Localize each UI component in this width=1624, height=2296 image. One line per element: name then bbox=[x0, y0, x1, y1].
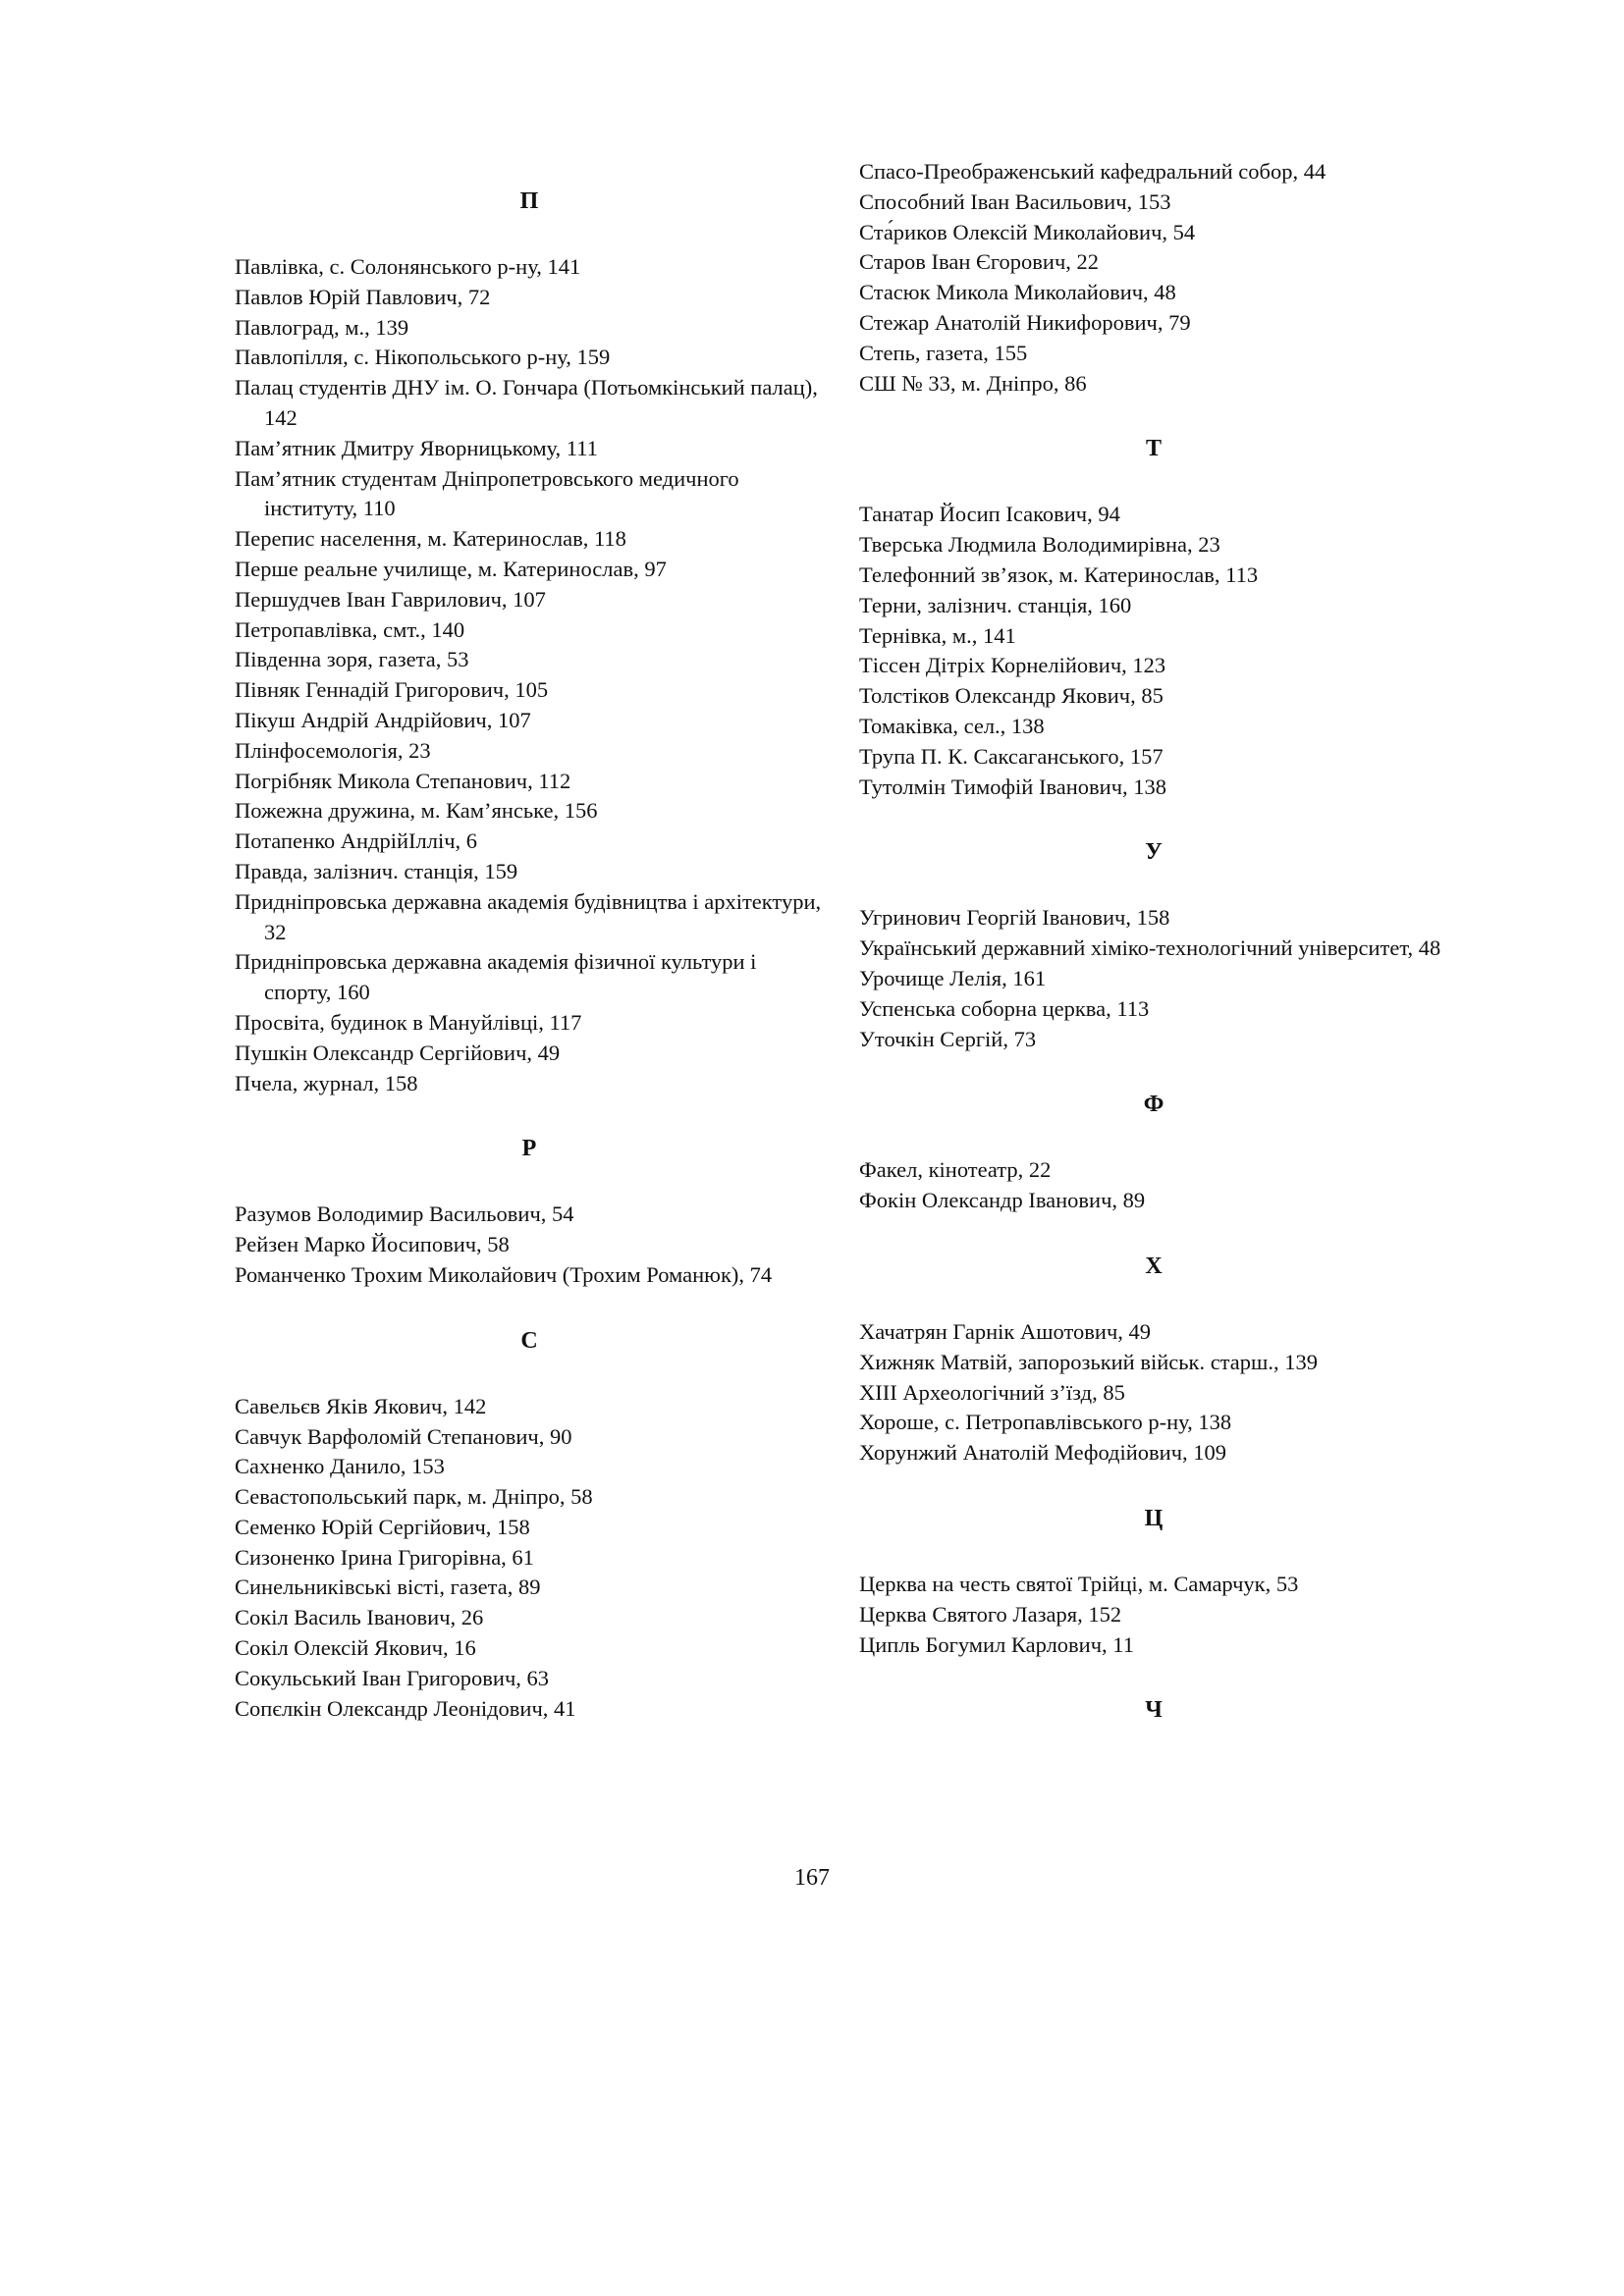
index-entry: Синельниківські вісті, газета, 89 bbox=[235, 1575, 541, 1600]
index-entry: Першудчев Іван Гаврилович, 107 bbox=[235, 586, 546, 612]
index-entry: Хижняк Матвій, запорозький військ. старш., 139 bbox=[859, 1349, 1318, 1374]
section-spacer bbox=[859, 868, 1448, 903]
index-entry: Телефонний зв’язок, м. Катеринослав, 113 bbox=[859, 561, 1259, 587]
index-entry: Пушкін Олександр Сергійович, 49 bbox=[235, 1040, 561, 1065]
section-letter-heading: Ц bbox=[1144, 1505, 1164, 1531]
index-entry: Сахненко Данило, 153 bbox=[235, 1454, 445, 1479]
index-entry: Перепис населення, м. Катеринослав, 118 bbox=[235, 526, 626, 552]
index-entry: Способний Іван Васильович, 153 bbox=[859, 188, 1171, 214]
index-entry: Савчук Варфоломій Степанович, 90 bbox=[235, 1423, 572, 1449]
index-entry: Плінфосемологія, 23 bbox=[235, 737, 431, 763]
index-entry: Спасо-Преображенський кафедральний собор, 44 bbox=[859, 159, 1326, 184]
index-entry: Угринович Георгій Іванович, 158 bbox=[859, 905, 1170, 931]
section-spacer bbox=[859, 1120, 1448, 1155]
index-entry: Сокіл Олексій Якович, 16 bbox=[235, 1635, 476, 1661]
index-entry: Ципль Богумил Карлович, 11 bbox=[859, 1631, 1134, 1657]
index-column-left bbox=[235, 0, 824, 1724]
section-spacer bbox=[235, 1098, 824, 1134]
index-entry: Перше реальне училище, м. Катеринослав, 97 bbox=[235, 556, 667, 581]
index-entry: Семенко Юрій Сергійович, 158 bbox=[235, 1514, 530, 1539]
index-entry: ХІІІ Археологічний з’їзд, 85 bbox=[859, 1379, 1125, 1405]
index-entry: Успенська соборна церква, 113 bbox=[859, 995, 1150, 1021]
section-letter-heading: Р bbox=[521, 1136, 537, 1162]
index-section bbox=[859, 1695, 1448, 1761]
index-entry: Пожежна дружина, м. Кам’янське, 156 bbox=[235, 798, 598, 824]
section-spacer bbox=[235, 217, 824, 252]
index-section bbox=[859, 1252, 1448, 1504]
index-entry: Разумов Володимир Васильович, 54 bbox=[235, 1201, 574, 1227]
index-entry: Рейзен Марко Йосипович, 58 bbox=[235, 1232, 510, 1257]
index-entry: Погрібняк Микола Степанович, 112 bbox=[235, 768, 571, 793]
page-number: 167 bbox=[794, 1865, 830, 1891]
index-entry: Урочище Лелія, 161 bbox=[859, 965, 1047, 990]
index-entry: Пам’ятник студентам Дніпропетровського медичного інституту, 110 bbox=[235, 465, 739, 521]
index-entry: Павлівка, с. Солонянського р-ну, 141 bbox=[235, 254, 581, 279]
section-spacer bbox=[859, 1534, 1448, 1570]
index-entry: Тіссен Дітріх Корнелійович, 123 bbox=[859, 653, 1166, 678]
section-spacer bbox=[235, 1291, 824, 1326]
index-entry: Хорунжий Анатолій Мефодійович, 109 bbox=[859, 1440, 1227, 1466]
section-letter-heading: С bbox=[520, 1327, 538, 1354]
index-section bbox=[235, 187, 824, 1134]
section-letter-heading: Ч bbox=[1145, 1697, 1163, 1724]
index-entry: Терни, залізнич. станція, 160 bbox=[859, 592, 1132, 617]
section-spacer bbox=[859, 464, 1448, 500]
index-section bbox=[859, 837, 1448, 1090]
index-entry: Пікуш Андрій Андрійович, 107 bbox=[235, 707, 531, 732]
index-entry: Ста́риков Олексій Миколайович, 54 bbox=[859, 219, 1196, 244]
index-entry: Сизоненко Ірина Григорівна, 61 bbox=[235, 1544, 534, 1570]
index-entry: Савельєв Яків Якович, 142 bbox=[235, 1393, 487, 1418]
section-spacer bbox=[859, 1660, 1448, 1695]
index-entry: Павлопілля, с. Нікопольського р-ну, 159 bbox=[235, 345, 611, 370]
section-spacer bbox=[859, 1054, 1448, 1090]
section-letter-heading: Ф bbox=[1143, 1092, 1164, 1118]
index-entry: Тверська Людмила Володимирівна, 23 bbox=[859, 532, 1220, 558]
section-spacer bbox=[859, 1468, 1448, 1504]
index-entry: Стасюк Микола Миколайович, 48 bbox=[859, 280, 1176, 305]
index-entry: Південна зоря, газета, 53 bbox=[235, 647, 469, 672]
index-entry: Церква на честь святої Трійці, м. Самарчук, 53 bbox=[859, 1571, 1299, 1596]
index-entry: Трупа П. К. Саксаганського, 157 bbox=[859, 743, 1164, 769]
section-spacer bbox=[859, 1282, 1448, 1317]
index-entry: Придніпровська державна академія будівництва і архітектури, 32 bbox=[235, 888, 822, 944]
index-entry: Старов Іван Єгорович, 22 bbox=[859, 249, 1100, 275]
index-section bbox=[859, 434, 1448, 837]
section-letter-heading: У bbox=[1145, 839, 1163, 866]
index-entry: Павлов Юрій Павлович, 72 bbox=[235, 284, 491, 309]
index-entry: Український державний хіміко-технологічний університет, 48 bbox=[859, 935, 1441, 961]
section-letter-heading: Х bbox=[1145, 1253, 1163, 1279]
index-entry: Степь, газета, 155 bbox=[859, 340, 1028, 365]
section-spacer bbox=[859, 1216, 1448, 1252]
index-entry: Придніпровська державна академія фізичної культури і спорту, 160 bbox=[235, 949, 757, 1005]
index-entry: Тернівка, м., 141 bbox=[859, 622, 1016, 648]
index-entry: Томаківка, сел., 138 bbox=[859, 713, 1045, 738]
index-entry: Півняк Геннадій Григорович, 105 bbox=[235, 677, 549, 703]
index-entry: Сопєлкін Олександр Леонідович, 41 bbox=[235, 1695, 576, 1721]
section-spacer bbox=[859, 1726, 1448, 1761]
index-entry: Толстіков Олександр Якович, 85 bbox=[859, 683, 1164, 709]
index-entry: Уточкін Сергій, 73 bbox=[859, 1026, 1037, 1051]
index-entry: Правда, залізнич. станція, 159 bbox=[235, 858, 518, 883]
index-entry: СШ № 33, м. Дніпро, 86 bbox=[859, 370, 1087, 396]
index-entry: Сокульський Іван Григорович, 63 bbox=[235, 1665, 550, 1690]
section-letter-heading: Т bbox=[1145, 436, 1162, 462]
index-entry: Тутолмін Тимофій Іванович, 138 bbox=[859, 774, 1167, 799]
index-section bbox=[235, 1134, 824, 1325]
section-spacer bbox=[235, 1357, 824, 1392]
index-entry: Романченко Трохим Миколайович (Трохим Романюк), 74 bbox=[235, 1261, 773, 1287]
index-entry: Павлоград, м., 139 bbox=[235, 314, 409, 340]
index-entry: Палац студентів ДНУ ім. О. Гончара (Потьомкінський палац), 142 bbox=[235, 375, 818, 430]
index-entry: Севастопольський парк, м. Дніпро, 58 bbox=[235, 1484, 593, 1510]
section-spacer bbox=[859, 399, 1448, 434]
index-entry: Пам’ятник Дмитру Яворницькому, 111 bbox=[235, 435, 598, 460]
index-entry: Стежар Анатолій Никифорович, 79 bbox=[859, 309, 1191, 335]
index-column-right bbox=[859, 0, 1448, 1761]
index-entry: Факел, кінотеатр, 22 bbox=[859, 1157, 1052, 1183]
index-entry: Просвіта, будинок в Мануйлівці, 117 bbox=[235, 1009, 582, 1035]
index-entry: Петропавлівка, смт., 140 bbox=[235, 616, 465, 642]
index-entry: Хачатрян Гарнік Ашотович, 49 bbox=[859, 1318, 1152, 1344]
section-spacer bbox=[235, 1164, 824, 1200]
index-entry: Хороше, с. Петропавлівського р-ну, 138 bbox=[859, 1410, 1232, 1435]
index-entry: Пчела, журнал, 158 bbox=[235, 1070, 418, 1095]
index-section bbox=[859, 157, 1448, 434]
index-section bbox=[859, 1090, 1448, 1252]
index-entry: Потапенко АндрійІлліч, 6 bbox=[235, 828, 478, 854]
section-letter-heading: П bbox=[519, 188, 539, 214]
index-entry: Сокіл Василь Іванович, 26 bbox=[235, 1605, 484, 1630]
index-entry: Фокін Олександр Іванович, 89 bbox=[859, 1188, 1146, 1213]
index-section bbox=[859, 1504, 1448, 1695]
section-spacer bbox=[859, 802, 1448, 837]
index-section bbox=[235, 1326, 824, 1725]
index-entry: Церква Святого Лазаря, 152 bbox=[859, 1601, 1122, 1627]
index-entry: Танатар Йосип Ісакович, 94 bbox=[859, 502, 1120, 527]
